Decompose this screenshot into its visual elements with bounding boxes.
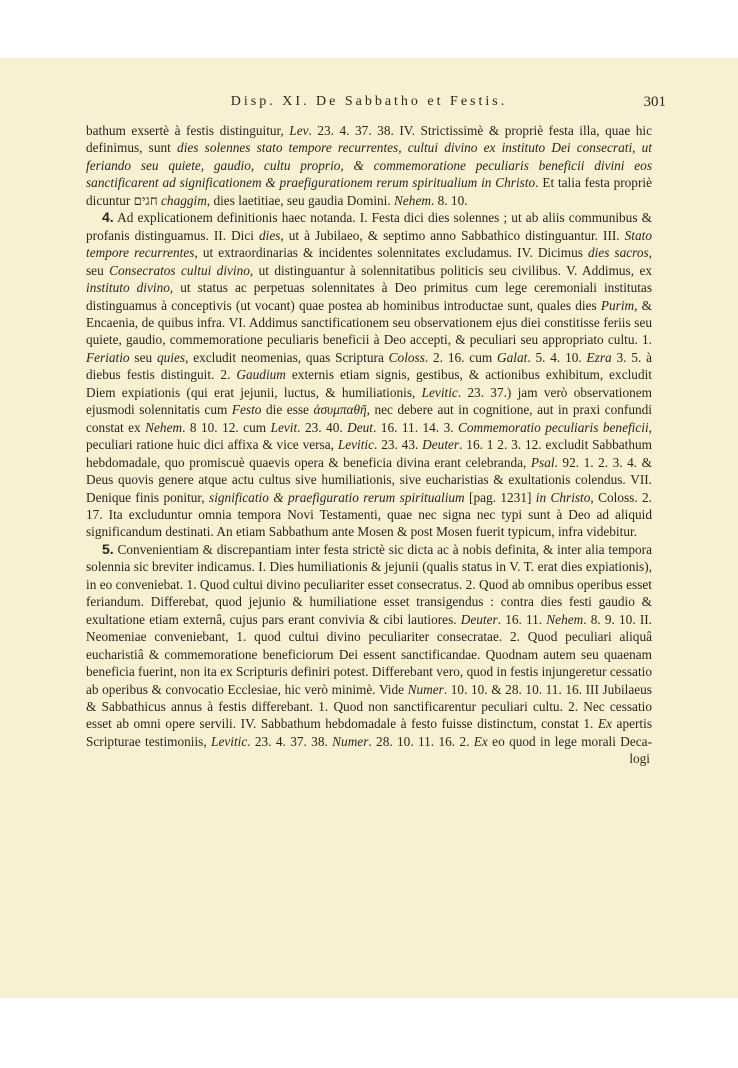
emphasis: Feriatio [86,349,130,365]
citation: Lev [289,123,309,138]
text-run: , dies laetitiae, seu gaudia Domini. [206,192,395,208]
text-run: . 16. 1 2. 3. 12. excludit Sabbathum hebdomadale, quo promiscuè quaevis opera & beneficia divina erant celebranda, [86,437,652,470]
text-run: , seu [86,245,652,278]
emphasis: chaggim [161,192,207,208]
citation: Nehem [394,192,431,208]
emphasis: Commemoratio peculiaris beneficii [458,419,649,435]
text-run: , ut extraordinarias & incidentes solennitates excludamus. IV. Dicimus [194,245,588,261]
text-run: 3. 5. à diebus festis distinguit. 2. [86,349,653,383]
text-run: , peculiari ratione huic dici affixa & vice versa, [86,419,652,453]
citation: Coloss [388,349,425,365]
text-run: bathum exsertè à festis distinguitur, [86,123,290,138]
text-run: . 23. 43. [374,437,423,453]
body-text [86,122,652,768]
citation: Levit [270,419,298,435]
page-header [0,94,738,114]
text-run: . 23. 4. 37. 38. IV. Strictissimè & propriè festa illa, quae hic definimus, sunt [86,123,653,156]
text-run: . 16. 11. 14. 3. [373,419,459,435]
text-run: . 8. 10. [430,192,468,208]
citation: Levitic [421,384,458,400]
book-page [0,58,738,998]
emphasis: dies [259,227,281,243]
text-run: . 23. 37.) jam verò observationem ejusmodi solennitatis cum [86,384,652,418]
text-run: , ut status ac perpetuas solennitates à Deo primitus cum lege ceremoniali institutas distinguamus à conceptivis (ut vocant) quae postea ab hominibus introductae sunt, quales dies [86,280,652,313]
citation: Psal [530,454,555,470]
text-run: . 23. 40. [297,419,348,435]
emphasis: in Christo [535,489,591,505]
page-number: 301 [643,94,666,110]
text-run: die esse [261,402,314,418]
emphasis: Stato tempore recurrentes [86,227,652,261]
text-run: Ad explicationem definitionis haec notanda. I. Festa dici dies solennes ; ut ab aliis communibus & profanis distinguamus. II. Dici [86,210,652,243]
text-run: , ut distinguantur à solennitatibus politicis seu civilibus. V. Addimus, ex [249,262,652,278]
citation: Nehem [145,419,183,435]
emphasis: Purim [600,297,635,313]
text-run: , excludit neomenias, quas Scriptura [185,349,389,365]
citation: Deuter [422,437,460,453]
text-run: seu [129,349,157,365]
text-run: . 5. 4. 10. [527,349,587,365]
paragraph-continuation [86,122,652,209]
text-run: . 8 10. 12. cum [182,419,271,435]
text-run: , ut à Jubilaeo, & septimo anno Sabbathico distinguantur. III. [280,227,625,243]
emphasis: dies solennes stato tempore recurrentes, cultui divino ex instituto Dei consecrati, ut feriando seu quiete, gaudio, cultu proprio, & commemoratione peculiaris beneficii divini eos sanctificarent ad significationem & praefigurationem rerum spiritualium in Christo [86,140,652,191]
text-run: , nec debere aut in cognitione, aut in praxi confundi constat ex [86,402,652,435]
text-run: . 2. 16. cum [424,349,498,365]
text-run: , & Encaenia, de quibus infra. VI. Addimus sanctificationem seu observationem ejus diei constitisse feriis seu quiete, gaudio, commemoratione peculiaris beneficii à Deo accepti, & peculiari seu appropriato cultu. 1. [86,297,652,348]
emphasis: instituto divino [86,280,170,296]
paragraph-4 [86,209,652,541]
citation: Numer [407,681,444,697]
running-title: Disp. XI. De Sabbatho et Festis. [230,94,508,109]
emphasis: Ex [597,716,612,732]
text-run: . 23. 4. 37. 38. [247,733,333,749]
text-run: eo quod in lege morali Deca- [487,733,653,749]
emphasis: significatio & praefiguratio rerum spiritualium [209,489,465,505]
section-number: 4. [102,209,114,226]
greek-word: ἀσυμπαθῆ [313,402,367,418]
citation: Deuter [460,611,498,627]
emphasis: Gaudium [236,367,286,383]
text-run: externis etiam signis, gestibus, & actionibus exhibitum, excludit Diem expiationis (qui erat jejunii, luctus, & humiliationis, [86,367,652,400]
text-run: . 10. 10. & 28. 10. 11. 16. III Jubilaeus & Sabbathicus annus à festis differebant. 1. Quod non sanctificarentur peculiari cultu. 2. Nec cessatio esset ab omni opere servili. IV. Sabbathum hebdomadale à festo fuisse distinctum, constat 1. [86,681,652,732]
hebrew-word: חגים [133,192,158,208]
text-run: apertis Scripturae testimoniis, [86,716,652,749]
emphasis: Consecratos cultui divino [109,262,250,278]
text-run: . 8. 9. 10. II. Neomeniae conveniebant, 1. quod cultui divino peculiariter consecratae. 2. Quod peculiari aliquâ eucharistiâ & commemoratione beneficiorum Dei essent sanctificandae. Quodnam autem seu quaenam beneficia fuerint, non ita ex Scripturis definiri potest. Differebant vero, quod in festis injungeretur cessatio ab operibus & convocatio Ecclesiae, hic verò minimè. Vide [86,611,652,697]
citation: Numer [332,733,369,749]
citation: Galat [497,349,528,365]
text-run: [pag. 1231] [464,489,536,505]
citation: Levitic [337,437,374,453]
emphasis: Ex [473,733,488,749]
text-run: . 28. 10. 11. 16. 2. [368,733,474,749]
emphasis: quies [156,349,186,365]
paragraph-5 [86,541,652,750]
citation: Deut [347,419,373,435]
citation: Nehem [546,611,584,627]
text-run: Convenientiam & discrepantiam inter festa strictè sic dicta ac à nobis definita, & inter alia tempora solennia sic breviter indicamus. I. Dies humiliationis & jejunii (qualis status in V. T. erat dies expiationis), in eo conveniebat. 1. Quod cultui divino peculiariter esset consecratus. 2. Quod ab omnibus operibus esset feriandum. Differebat, quod jejunio & humiliatione esset transigendus : contra dies festi gaudio & exultatione etiam externâ, cujus pars erant convivia & cibi lautiores. [86,541,652,627]
catchword: logi [629,751,650,767]
emphasis: dies sacros [587,245,649,261]
text-run: . 92. 1. 2. 3. 4. & Deus quovis genere atque actu cultus sive humiliationis, sive eucharistias & exultationis colendus. VII. Denique finis ponitur, [86,454,652,505]
text-run: , Coloss. 2. 17. Ita excluduntur omnia tempora Novi Testamenti, quae nec signa nec typi sunt à Deo ad aliquid significandum destinati. An etiam Sabbathum ante Mosen & post Mosen fuerit typicum, infra videbitur. [86,489,652,540]
section-number: 5. [102,540,114,557]
citation: Ezra [586,349,612,365]
citation: Levitic [211,733,248,749]
text-run: . Et talia festa propriè dicuntur [86,175,652,208]
text-run: . 16. 11. [497,611,547,627]
emphasis: Festo [231,402,262,418]
